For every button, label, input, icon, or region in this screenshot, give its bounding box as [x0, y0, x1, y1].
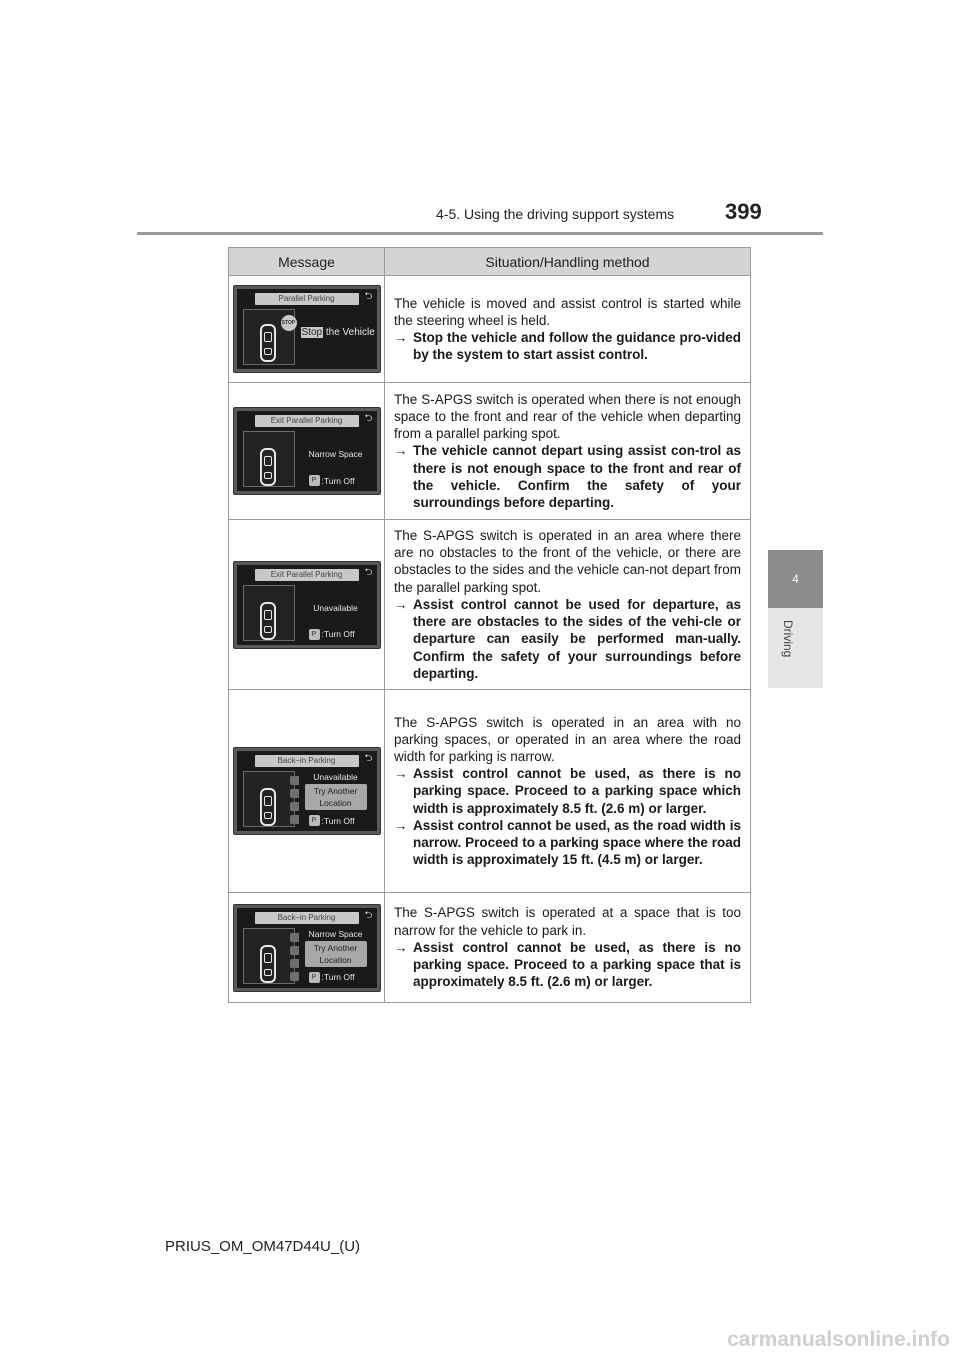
turn-off-label: :Turn Off: [321, 815, 355, 826]
stop-message: the Vehicle: [323, 327, 375, 338]
turn-off-hint: [309, 815, 355, 826]
screen-title: Back–in Parking: [255, 912, 359, 924]
vehicle-area: [243, 431, 295, 487]
turn-off-hint: [309, 972, 355, 983]
screen-message-panel: [299, 585, 373, 641]
arrow-icon: →: [394, 443, 408, 459]
handling-text: Assist control cannot be used, as there is no parking space. Proceed to a parking space that is approximately 8.5 ft. (2.6 m) or larger.: [413, 939, 741, 990]
screen-message-panel: [299, 309, 373, 365]
turn-off-label: :Turn Off: [321, 972, 355, 982]
screen-message: Unavailable: [313, 772, 358, 782]
display-screen: [233, 285, 381, 373]
back-icon: ⮌: [364, 291, 373, 302]
button-label-line2: Location: [319, 954, 352, 965]
apgs-switch-icon: P: [309, 972, 320, 983]
handling-text: Assist control cannot be used for departure, as there are obstacles to the sides of the vehi-cle or departure can easily be performed man-ually. Confirm the safety of your surroundings before departing.: [413, 596, 741, 681]
screen-title: Exit Parallel Parking: [255, 415, 359, 427]
situation-text: The vehicle is moved and assist control is started while the steering wheel is held.: [394, 295, 741, 328]
table-header: [229, 248, 751, 276]
table-row: [229, 520, 751, 690]
button-label-line1: Try Another: [313, 786, 358, 796]
arrow-icon: →: [394, 766, 408, 782]
message-cell: [229, 520, 385, 689]
handling-method: [394, 442, 741, 511]
car-icon: [260, 448, 276, 486]
screen-message: Unavailable: [313, 602, 358, 613]
situation-text: The S-APGS switch is operated in an area with no parking spaces, or operated in an area where the road width for parking is narrow.: [394, 714, 741, 764]
apgs-switch-icon: P: [309, 815, 320, 826]
chapter-label-box: [768, 608, 823, 688]
display-screen: [233, 747, 381, 835]
page-number: 399: [725, 199, 762, 224]
vehicle-area: [243, 928, 295, 984]
situation-cell: [385, 520, 751, 689]
turn-off-hint: [309, 475, 355, 486]
car-icon: [260, 788, 276, 826]
table-row: [229, 893, 751, 1003]
try-another-location-button: [305, 941, 367, 967]
document-code: PRIUS_OM_OM47D44U_(U): [165, 1238, 361, 1255]
chapter-number: 4: [792, 572, 799, 586]
arrow-icon: →: [394, 330, 408, 345]
situation-cell: [385, 276, 751, 382]
situation-cell: [385, 893, 751, 1002]
button-label-line1: Try Another: [313, 942, 358, 953]
handling-method: [394, 817, 741, 869]
handling-text: Assist control cannot be used, as there is no parking space. Proceed to a parking space which width is approximately 8.5 ft. (2.6 m) or larger.: [413, 766, 741, 816]
apgs-switch-icon: P: [309, 475, 320, 486]
screen-message: Narrow Space: [308, 449, 363, 459]
handling-method: [394, 939, 741, 991]
watermark: carmanualsonline.info: [727, 1328, 950, 1351]
chapter-label: Driving: [781, 620, 795, 658]
back-icon: ⮌: [364, 909, 373, 921]
table-row: [229, 276, 751, 383]
stop-highlight: Stop: [301, 327, 323, 338]
header-rule: [137, 232, 823, 235]
vehicle-area: [243, 585, 295, 641]
screen-message: [301, 327, 375, 338]
screen-message: Narrow Space: [308, 928, 363, 939]
car-icon: [260, 324, 276, 362]
situation-cell: [385, 383, 751, 519]
turn-off-label: :Turn Off: [321, 629, 355, 639]
handling-text: The vehicle cannot depart using assist con-trol as there is not enough space to the front and rear of the vehicle. Confirm the safety of your surroundings before departing.: [413, 443, 741, 510]
display-screen: [233, 407, 381, 495]
screen-title: Exit Parallel Parking: [255, 569, 359, 581]
vehicle-area: [243, 771, 295, 827]
screen-message-panel: [299, 928, 373, 984]
screen-title: Back–in Parking: [255, 755, 359, 767]
button-label-line2: Location: [319, 798, 352, 808]
column-header-message: Message: [229, 248, 385, 275]
handling-text: Stop the vehicle and follow the guidance pro-vided by the system to start assist control.: [413, 330, 741, 363]
back-icon: ⮌: [364, 753, 373, 764]
arrow-icon: →: [394, 596, 408, 612]
car-icon: [260, 602, 276, 640]
message-cell: [229, 690, 385, 892]
handling-method: [394, 596, 741, 682]
message-cell: [229, 893, 385, 1002]
chapter-tab: [768, 550, 823, 608]
situation-text: The S-APGS switch is operated when there is not enough space to the front and rear of the vehicle when departing from a parallel parking spot.: [394, 391, 741, 442]
message-cell: [229, 276, 385, 382]
column-header-situation: Situation/Handling method: [385, 248, 751, 275]
handling-method: [394, 765, 741, 817]
section-title: 4-5. Using the driving support systems: [436, 206, 675, 222]
situation-text: The S-APGS switch is operated in an area where there are no obstacles to the front of the vehicle, or there are obstacles to the sides and the vehicle can-not depart from the parallel parking spot.: [394, 528, 741, 595]
situation-cell: [385, 690, 751, 892]
display-screen: [233, 561, 381, 649]
table-row: [229, 383, 751, 520]
apgs-switch-icon: P: [309, 629, 320, 640]
try-another-location-button: [305, 784, 367, 810]
message-cell: [229, 383, 385, 519]
stop-icon: STOP: [281, 315, 297, 331]
car-icon: [260, 945, 276, 983]
screen-title: Parallel Parking: [255, 293, 359, 305]
screen-message-panel: [299, 431, 373, 487]
back-icon: ⮌: [364, 566, 373, 578]
back-icon: ⮌: [364, 413, 373, 424]
arrow-icon: →: [394, 817, 408, 833]
arrow-icon: →: [394, 939, 408, 955]
turn-off-hint: [309, 629, 355, 640]
handling-method: [394, 329, 741, 363]
turn-off-label: :Turn Off: [321, 475, 355, 486]
display-screen: [233, 904, 381, 992]
handling-text: Assist control cannot be used, as the road width is narrow. Proceed to a parking space where the road width is approximately 15 ft. (4.5 m) or larger.: [413, 817, 741, 868]
message-table: [228, 247, 751, 1003]
table-row: [229, 690, 751, 893]
screen-message-panel: [299, 771, 373, 827]
situation-text: The S-APGS switch is operated at a space that is too narrow for the vehicle to park in.: [394, 905, 741, 938]
